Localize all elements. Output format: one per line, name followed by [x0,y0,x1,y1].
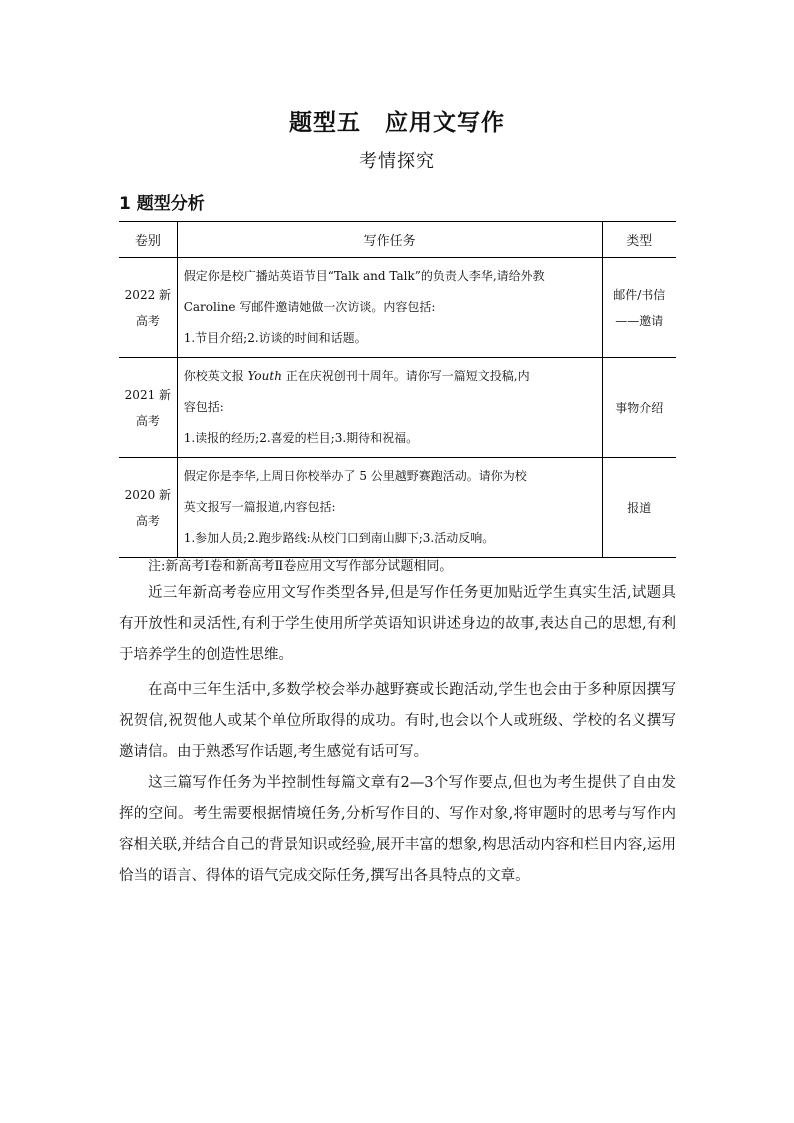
body-paragraph: 近三年新高考卷应用文写作类型各异,但是写作任务更加贴近学生真实生活,试题具有开放性和灵活性,有利于学生使用所学英语知识讲述身边的故事,表达自己的思想,有利于培养学生的创造性思维。 [119,585,676,663]
task-text: 正在庆祝创刊十周年。请你写一篇短文投稿,内 [281,369,530,383]
volume-year: 2021 新 [124,387,172,402]
volume-label: 高考 [135,513,160,528]
table-row [119,458,676,558]
writing-task-cell [177,358,602,458]
page-title: 题型五 应用文写作 [289,110,505,136]
volume-label: 高考 [135,413,160,428]
type-sublabel: ——邀请 [615,313,664,328]
type-cell [602,358,676,458]
task-line [184,361,596,392]
question-type-analysis-table [119,221,676,558]
volume-year: 2022 新 [124,287,172,302]
volume-cell [119,458,177,558]
writing-task-cell [177,458,602,558]
volume-cell [119,358,177,458]
task-line: 假定你是李华,上周日你校举办了 5 公里越野赛跑活动。请你为校 [183,469,527,483]
task-line: 1.节目介绍;2.访谈的时间和话题。 [183,331,367,345]
type-label: 事物介绍 [615,400,664,415]
column-header-writing-task: 写作任务 [177,222,602,258]
table-note: 注:新高考Ⅰ卷和新高考Ⅱ卷应用文写作部分试题相同。 [148,559,453,574]
writing-task-cell [177,258,602,358]
table-header-row [119,222,676,258]
task-line: 容包括: [183,400,224,414]
type-cell [602,258,676,358]
body-paragraph: 在高中三年生活中,多数学校会举办越野赛或长跑活动,学生也会由于多种原因撰写祝贺信,祝贺他人或某个单位所取得的成功。有时,也会以个人或班级、学校的名义撰写邀请信。由于熟悉写作话题,考生感觉有话可写。 [119,682,676,760]
newspaper-name: Youth [247,369,282,383]
task-line: Caroline 写邮件邀请她做一次访谈。内容包括: [183,300,436,314]
type-label: 报道 [627,500,652,515]
task-text: 你校英文报 [183,369,248,383]
type-cell [602,458,676,558]
task-line: 英文报写一篇报道,内容包括: [183,500,336,514]
task-line: 1.读报的经历;2.喜爱的栏目;3.期待和祝福。 [183,431,419,445]
table-row [119,358,676,458]
volume-label: 高考 [135,313,160,328]
type-label: 邮件/书信 [613,287,666,302]
section-heading: 1 题型分析 [119,194,205,214]
column-header-volume: 卷别 [119,222,177,258]
task-line: 1.参加人员;2.跑步路线:从校门口到南山脚下;3.活动反响。 [183,531,495,545]
volume-year: 2020 新 [124,487,172,502]
task-line: 假定你是校广播站英语节目“Talk and Talk”的负责人李华,请给外教 [183,269,545,283]
body-paragraph: 这三篇写作任务为半控制性每篇文章有2—3个写作要点,但也为考生提供了自由发挥的空间。考生需要根据情境任务,分析写作目的、写作对象,将审题时的思考与写作内容相关联,并结合自己的背景知识或经验,展开丰富的想象,构思活动内容和栏目内容,运用恰当的语言、得体的语气完成交际任务,撰写出各具特点的文章。 [119,775,676,884]
volume-cell [119,258,177,358]
column-header-type: 类型 [602,222,676,258]
page-subtitle: 考情探究 [359,151,435,172]
table-row [119,258,676,358]
